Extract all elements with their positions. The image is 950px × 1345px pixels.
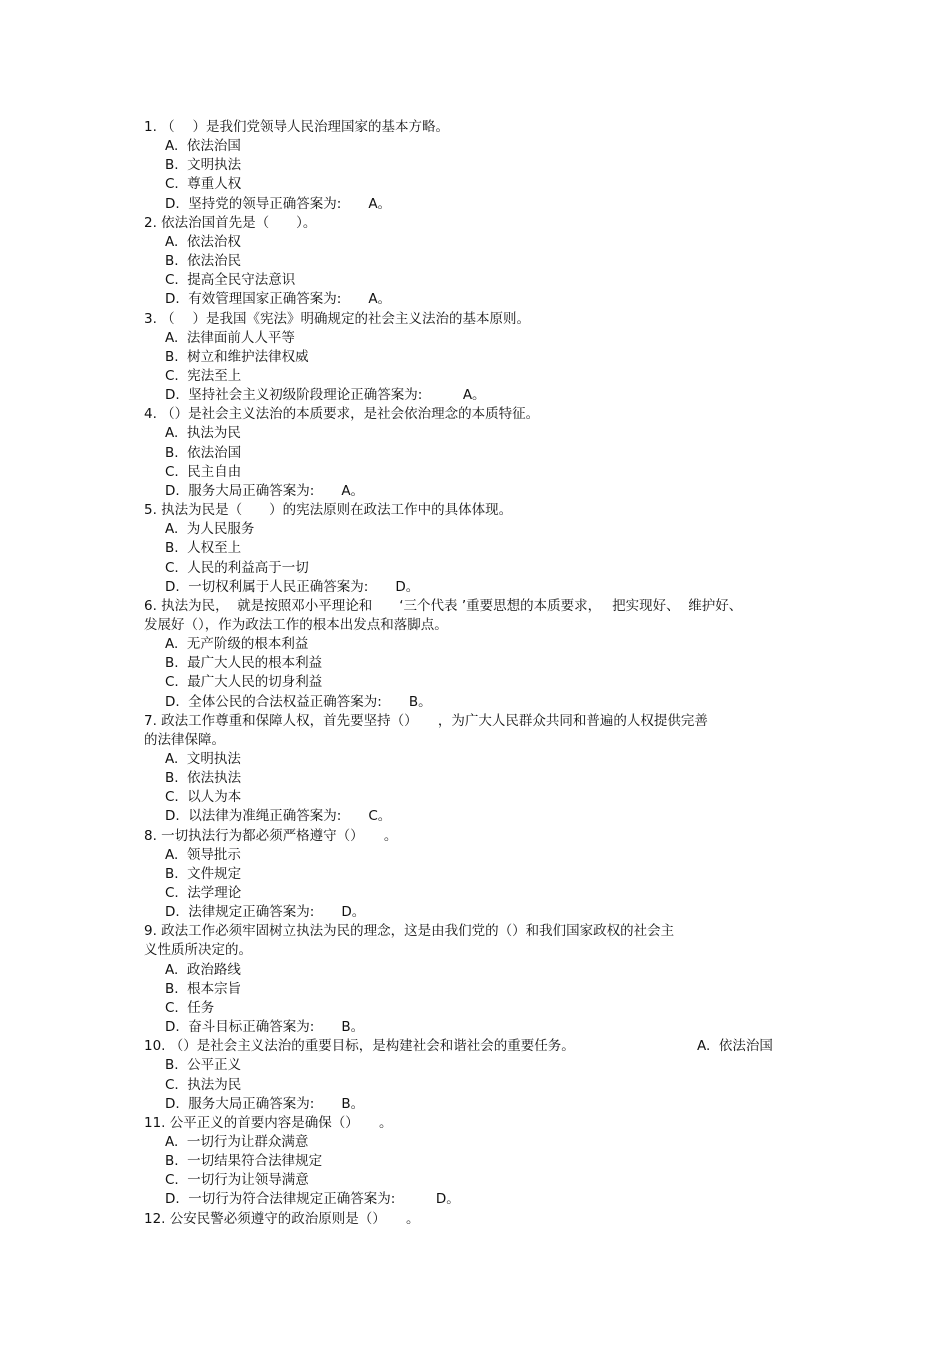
answer-option: A. 政治路线 (165, 961, 241, 978)
answer-option: C. 提高全民守法意识 (165, 272, 296, 289)
question-number: 4. (144, 406, 157, 423)
question-stem (144, 501, 512, 520)
question-text: （）是社会主义法治的重要目标，是构建社会和谐社会的重要任务。 (165, 1038, 575, 1055)
question-text: 一切执法行为都必须严格遵守（） 。 (156, 827, 398, 844)
question-stem (144, 1210, 420, 1229)
question-text: 执法为民是（ ）的宪法原则在政法工作中的具体体现。 (156, 502, 513, 518)
question-stem (144, 712, 708, 731)
question-text: 政法工作必须牢固树立执法为民的理念，这是由我们党的（）和我们国家政权的社会主 (156, 923, 675, 940)
question-stem (144, 1037, 773, 1056)
answer-option: D. 一切权利属于人民正确答案为: D。 (165, 578, 420, 595)
question-text-continued: 的法律保障。 (144, 731, 225, 748)
answer-option: D. 有效管理国家正确答案为: A。 (165, 291, 392, 308)
answer-option: B. 文明执法 (165, 157, 242, 174)
question-number: 2. (144, 214, 157, 231)
answer-option: A. 依法治国 (165, 138, 241, 155)
answer-option: C. 执法为民 (165, 1076, 242, 1093)
answer-option: C. 法学理论 (165, 885, 242, 901)
question-stem (144, 1114, 393, 1133)
answer-option: D. 奋斗目标正确答案为: B。 (165, 1019, 365, 1035)
question-number: 10. (144, 1038, 166, 1055)
answer-option: D. 坚持党的领导正确答案为: A。 (165, 195, 392, 212)
question-number: 11. (144, 1114, 166, 1131)
answer-option: C. 最广大人民的切身利益 (165, 674, 323, 691)
answer-option: B. 文件规定 (165, 865, 242, 882)
answer-option: A. 依法治权 (165, 233, 241, 250)
answer-option: B. 依法治国 (165, 444, 242, 461)
answer-option: D. 服务大局正确答案为: A。 (165, 482, 365, 499)
question-stem (144, 310, 530, 329)
question-stem (144, 827, 397, 846)
answer-option: A. 执法为民 (165, 425, 241, 442)
answer-option: D. 坚持社会主义初级阶段理论正确答案为: A。 (165, 387, 486, 404)
question-number: 12. (144, 1210, 166, 1227)
answer-option: B. 根本宗旨 (165, 980, 242, 997)
answer-option: A. 为人民服务 (165, 521, 255, 538)
answer-option: A. 领导批示 (165, 846, 241, 863)
answer-option: D. 以法律为准绳正确答案为: C。 (165, 808, 392, 825)
answer-option: D. 全体公民的合法权益正确答案为: B。 (165, 693, 432, 710)
question-text: （）是社会主义法治的本质要求，是社会依治理念的本质特征。 (156, 406, 540, 423)
answer-option: C. 尊重人权 (165, 176, 242, 193)
answer-option: B. 依法治民 (165, 253, 242, 269)
answer-option: D. 服务大局正确答案为: B。 (165, 1095, 365, 1112)
question-text: 依法治国首先是（ ）。 (156, 214, 317, 231)
answer-option: A. 一切行为让群众满意 (165, 1133, 309, 1150)
question-stem (144, 597, 742, 616)
answer-option: D. 一切行为符合法律规定正确答案为: D。 (165, 1191, 460, 1208)
question-text-continued: 义性质所决定的。 (144, 942, 252, 959)
answer-option: D. 法律规定正确答案为: D。 (165, 904, 366, 921)
question-stem (144, 405, 539, 424)
answer-option: A. 法律面前人人平等 (165, 329, 295, 346)
question-text: 公平正义的首要内容是确保（） 。 (165, 1114, 393, 1131)
question-stem (144, 214, 316, 233)
answer-option: A. 依法治国 (697, 1038, 773, 1055)
question-number: 7. (144, 712, 157, 729)
question-number: 9. (144, 923, 157, 940)
question-stem (144, 922, 674, 941)
answer-option: B. 最广大人民的根本利益 (165, 655, 323, 672)
answer-option: C. 一切行为让领导满意 (165, 1172, 309, 1189)
question-number: 8. (144, 827, 157, 844)
answer-option: C. 以人为本 (165, 789, 242, 806)
answer-option: A. 文明执法 (165, 750, 241, 767)
answer-option: B. 一切结果符合法律规定 (165, 1153, 323, 1170)
answer-option: B. 树立和维护法律权威 (165, 348, 309, 365)
question-text: （ ）是我们党领导人民治理国家的基本方略。 (156, 119, 449, 135)
answer-option: A. 无产阶级的根本利益 (165, 636, 309, 652)
question-stem (144, 118, 449, 137)
answer-option: C. 任务 (165, 999, 215, 1016)
answer-option: C. 人民的利益高于一切 (165, 559, 309, 576)
question-number: 5. (144, 502, 157, 518)
question-number: 3. (144, 310, 157, 327)
question-text: 政法工作尊重和保障人权，首先要坚持（） ，为广大人民群众共同和普遍的人权提供完善 (156, 712, 708, 729)
question-text: 公安民警必须遵守的政治原则是（） 。 (165, 1210, 420, 1227)
answer-option: B. 人权至上 (165, 540, 242, 557)
question-text-continued: 发展好（），作为政法工作的根本出发点和落脚点。 (144, 616, 448, 633)
question-number: 6. (144, 597, 157, 614)
answer-option: C. 宪法至上 (165, 367, 242, 384)
question-text: 执法为民， 就是按照邓小平理论和 ‘三个代表 ’重要思想的本质要求， 把实现好、 维护好、 (156, 597, 743, 614)
answer-option: C. 民主自由 (165, 463, 242, 480)
question-number: 1. (144, 119, 157, 135)
answer-option: B. 依法执法 (165, 770, 242, 787)
answer-option: B. 公平正义 (165, 1057, 242, 1074)
question-text: （ ）是我国《宪法》明确规定的社会主义法治的基本原则。 (156, 310, 530, 327)
